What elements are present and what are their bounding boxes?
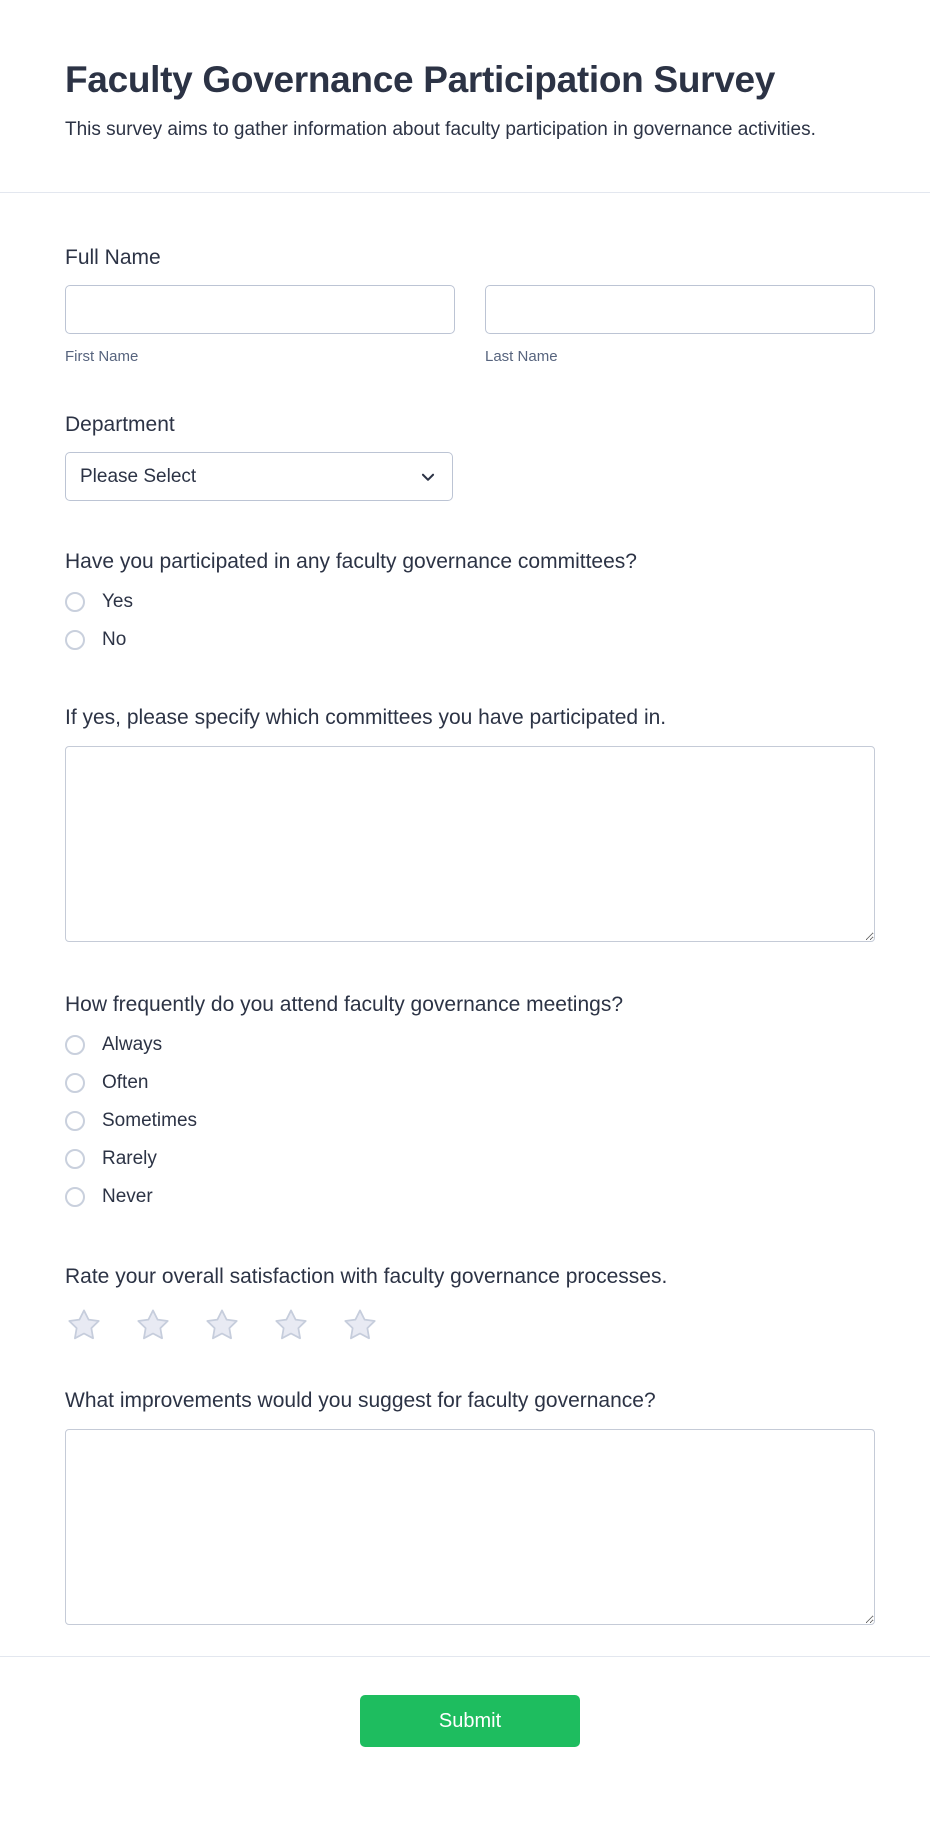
last-name-sublabel: Last Name [485,348,558,365]
option-row-yes [65,587,875,617]
option-row-often [65,1068,875,1098]
option-row-always [65,1030,875,1060]
satisfaction-question-label: Rate your overall satisfaction with faculty governance processes. [65,1265,668,1288]
option-row-no [65,625,875,655]
form-header [0,0,930,193]
star-icon[interactable] [203,1306,241,1344]
radio-yes[interactable] [65,592,85,612]
section-committees [65,705,875,942]
radio-always-label[interactable]: Always [102,1034,163,1055]
section-participated [65,549,875,655]
form-footer [0,1656,930,1747]
improvements-textarea[interactable] [65,1429,875,1625]
radio-always[interactable] [65,1035,85,1055]
first-name-input[interactable] [65,285,455,334]
department-label: Department [65,413,175,436]
radio-yes-label[interactable]: Yes [102,591,133,612]
radio-never-label[interactable]: Never [102,1186,153,1207]
participated-options [65,587,875,655]
submit-button[interactable]: Submit [360,1695,580,1747]
section-frequency [65,992,875,1212]
first-name-field [65,285,455,366]
section-satisfaction [65,1264,875,1344]
department-select-wrap [65,452,453,501]
star-icon[interactable] [134,1306,172,1344]
form-body [0,245,930,1625]
radio-often-label[interactable]: Often [102,1072,149,1093]
radio-sometimes-label[interactable]: Sometimes [102,1110,198,1131]
submit-row [65,1695,875,1747]
option-row-rarely [65,1144,875,1174]
first-name-sublabel: First Name [65,348,139,365]
frequency-question-label: How frequently do you attend faculty governance meetings? [65,993,624,1016]
improvements-question-label: What improvements would you suggest for faculty governance? [65,1389,656,1412]
radio-rarely-label[interactable]: Rarely [102,1148,157,1169]
radio-never[interactable] [65,1187,85,1207]
committees-textarea[interactable] [65,746,875,942]
star-icon[interactable] [341,1306,379,1344]
frequency-options [65,1030,875,1212]
last-name-input[interactable] [485,285,875,334]
full-name-fields [65,285,875,366]
option-row-sometimes [65,1106,875,1136]
radio-often[interactable] [65,1073,85,1093]
radio-sometimes[interactable] [65,1111,85,1131]
participated-question-label: Have you participated in any faculty governance committees? [65,550,637,573]
section-improvements [65,1388,875,1625]
radio-no-label[interactable]: No [102,629,127,650]
section-department [65,412,875,501]
committees-question-label: If yes, please specify which committees you have participated in. [65,706,667,729]
full-name-label: Full Name [65,246,161,269]
last-name-field [485,285,875,366]
radio-no[interactable] [65,630,85,650]
page-title: Faculty Governance Participation Survey [65,59,776,100]
section-full-name [65,245,875,366]
star-icon[interactable] [65,1306,103,1344]
option-row-never [65,1182,875,1212]
department-select[interactable] [65,452,453,501]
satisfaction-rating [65,1306,875,1344]
star-icon[interactable] [272,1306,310,1344]
radio-rarely[interactable] [65,1149,85,1169]
page-subtitle: This survey aims to gather information about faculty participation in governance activities. [65,119,816,140]
